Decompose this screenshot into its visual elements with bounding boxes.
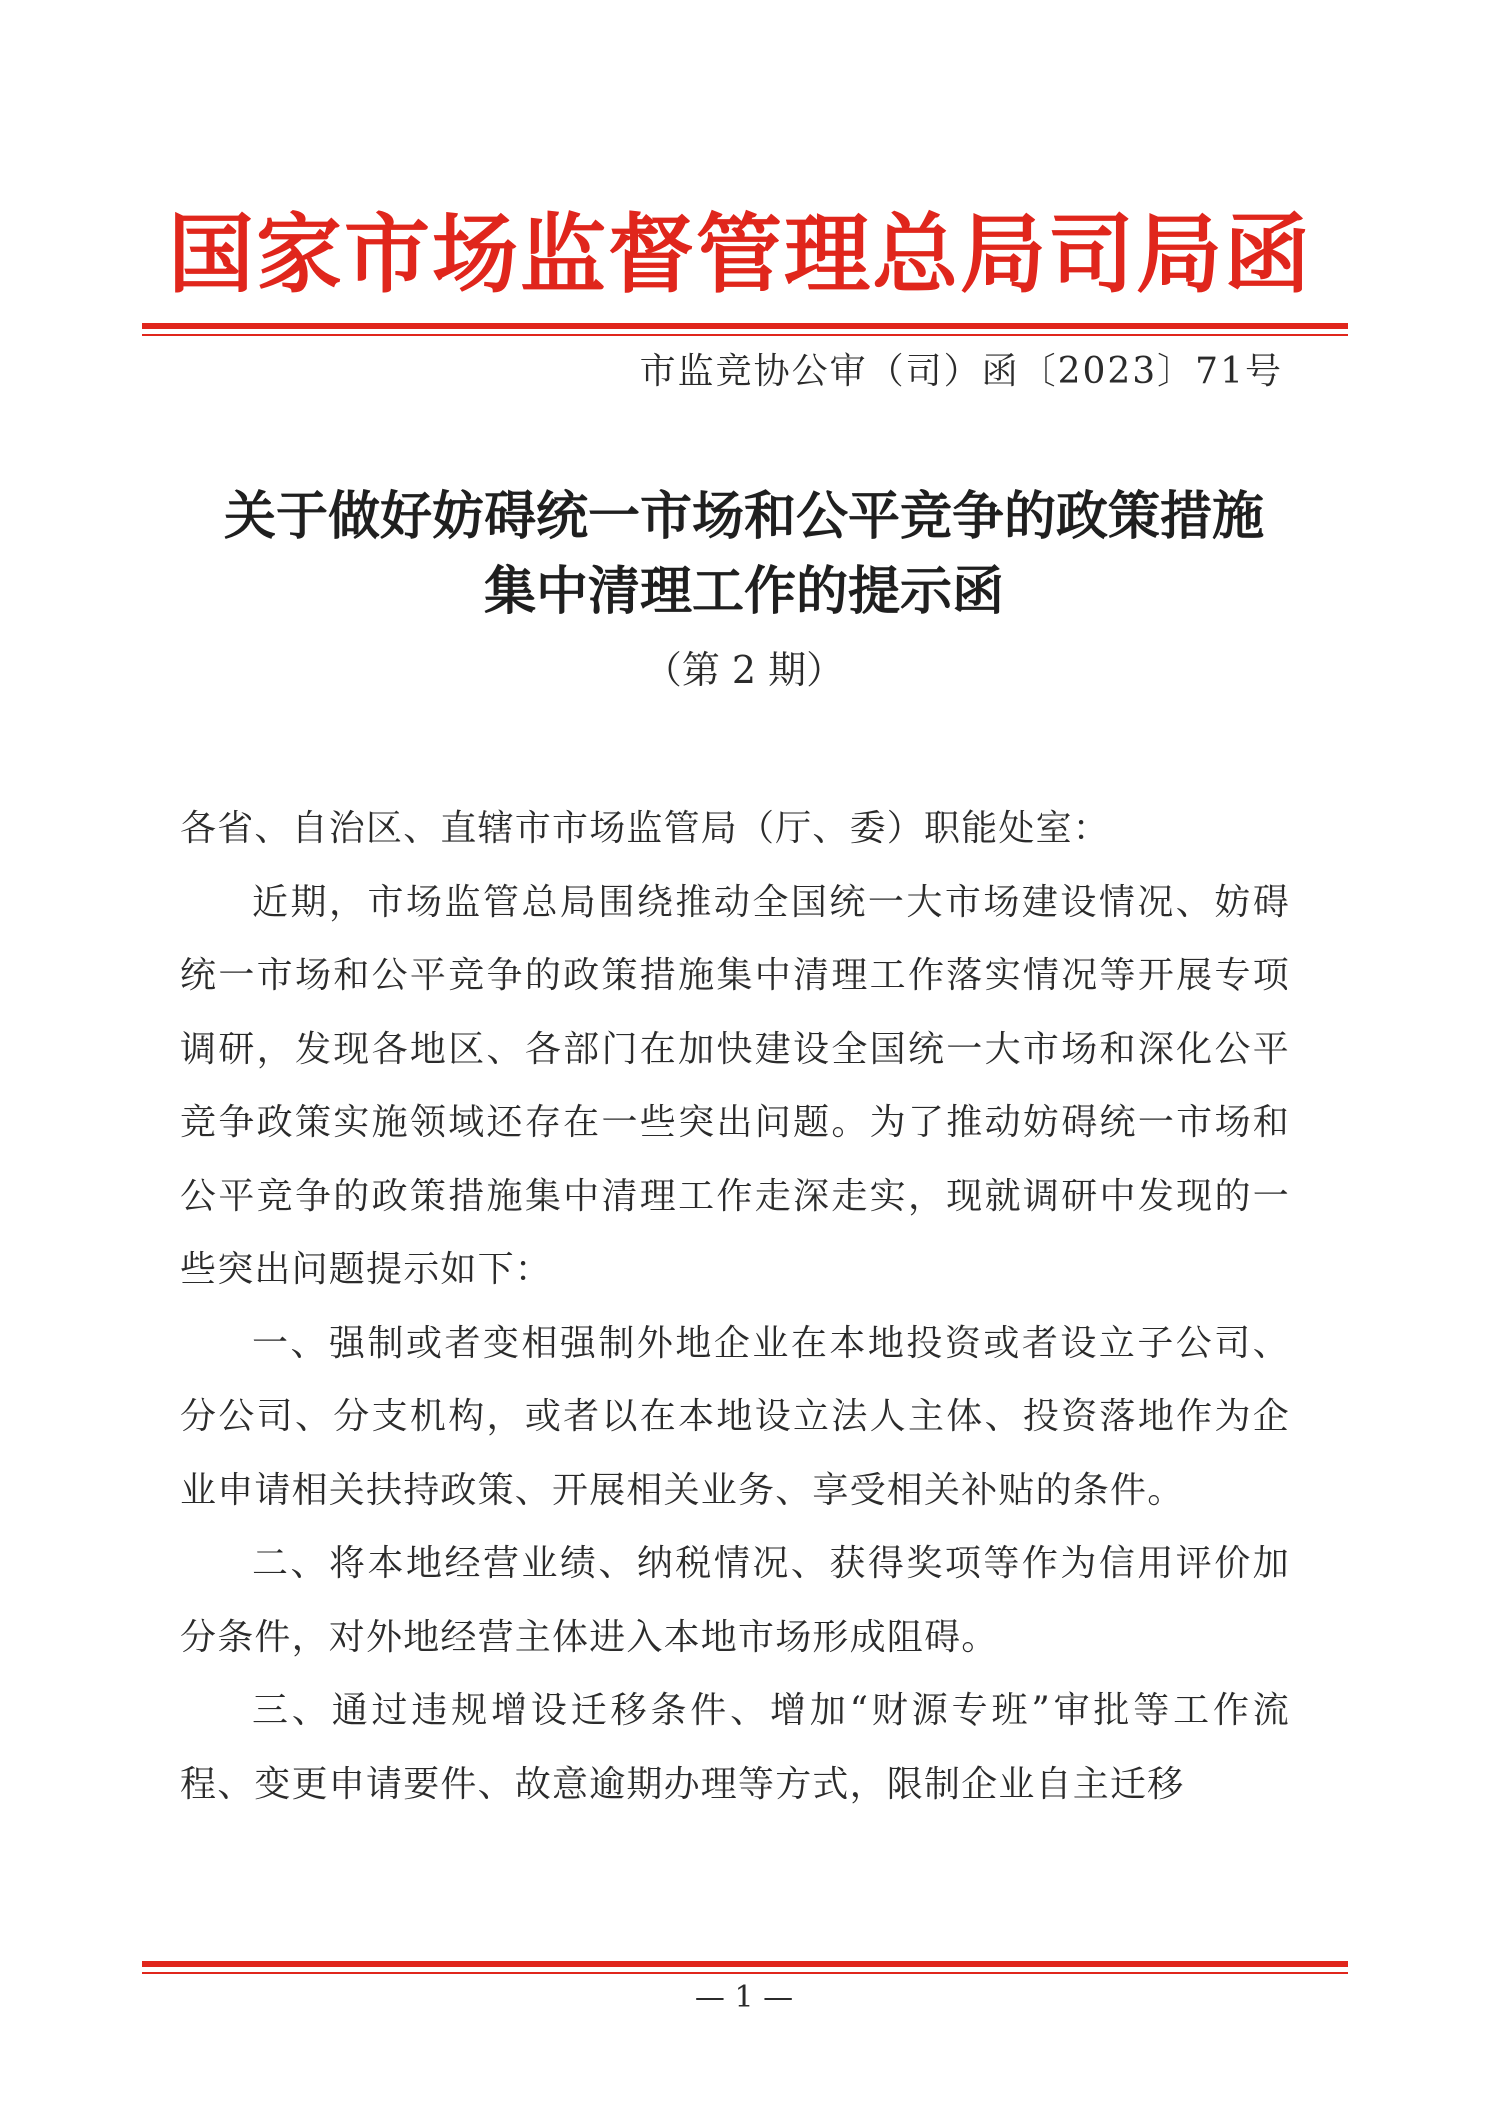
body-paragraph-intro: 近期，市场监管总局围绕推动全国统一大市场建设情况、妨碍统一市场和公平竞争的政策措施集中清理工作落实情况等开展专项调研，发现各地区、各部门在加快建设全国统一大市场和深化公平竞争政策实施领域还存在一些突出问题。为了推动妨碍统一市场和公平竞争的政策措施集中清理工作走深走实，现就调研中发现的一些突出问题提示如下： (180, 881, 1290, 1290)
salutation: 各省、自治区、直辖市市场监管局（厅、委）职能处室： (180, 808, 1111, 849)
body-paragraph-item-1: 一、强制或者变相强制外地企业在本地投资或者设立子公司、分公司、分支机构，或者以在本地设立法人主体、投资落地作为企业申请相关扶持政策、开展相关业务、享受相关补贴的条件。 (180, 1322, 1290, 1511)
masthead: 国家市场监督管理总局司局函 (168, 204, 1312, 305)
footer-divider-thin (142, 1972, 1348, 1974)
header-divider-thin (142, 334, 1348, 336)
footer-divider-thick (142, 1961, 1348, 1967)
document-title-line-2: 集中清理工作的提示函 (483, 561, 1004, 622)
page-number: — 1 — (694, 1980, 794, 2015)
issue-number: （第 2 期） (643, 648, 845, 692)
document-title-line-1: 关于做好妨碍统一市场和公平竞争的政策措施 (223, 486, 1264, 547)
body-paragraph-item-3: 三、通过违规增设迁移条件、增加“财源专班”审批等工作流程、变更申请要件、故意逾期办理等方式，限制企业自主迁移 (180, 1690, 1290, 1805)
header-divider-thick (142, 323, 1348, 329)
document-number: 市监竞协公审（司）函〔2023〕71号 (639, 351, 1283, 392)
document-body (180, 792, 1290, 1821)
body-paragraph-item-2: 二、将本地经营业绩、纳税情况、获得奖项等作为信用评价加分条件，对外地经营主体进入本地市场形成阻碍。 (180, 1543, 1290, 1658)
